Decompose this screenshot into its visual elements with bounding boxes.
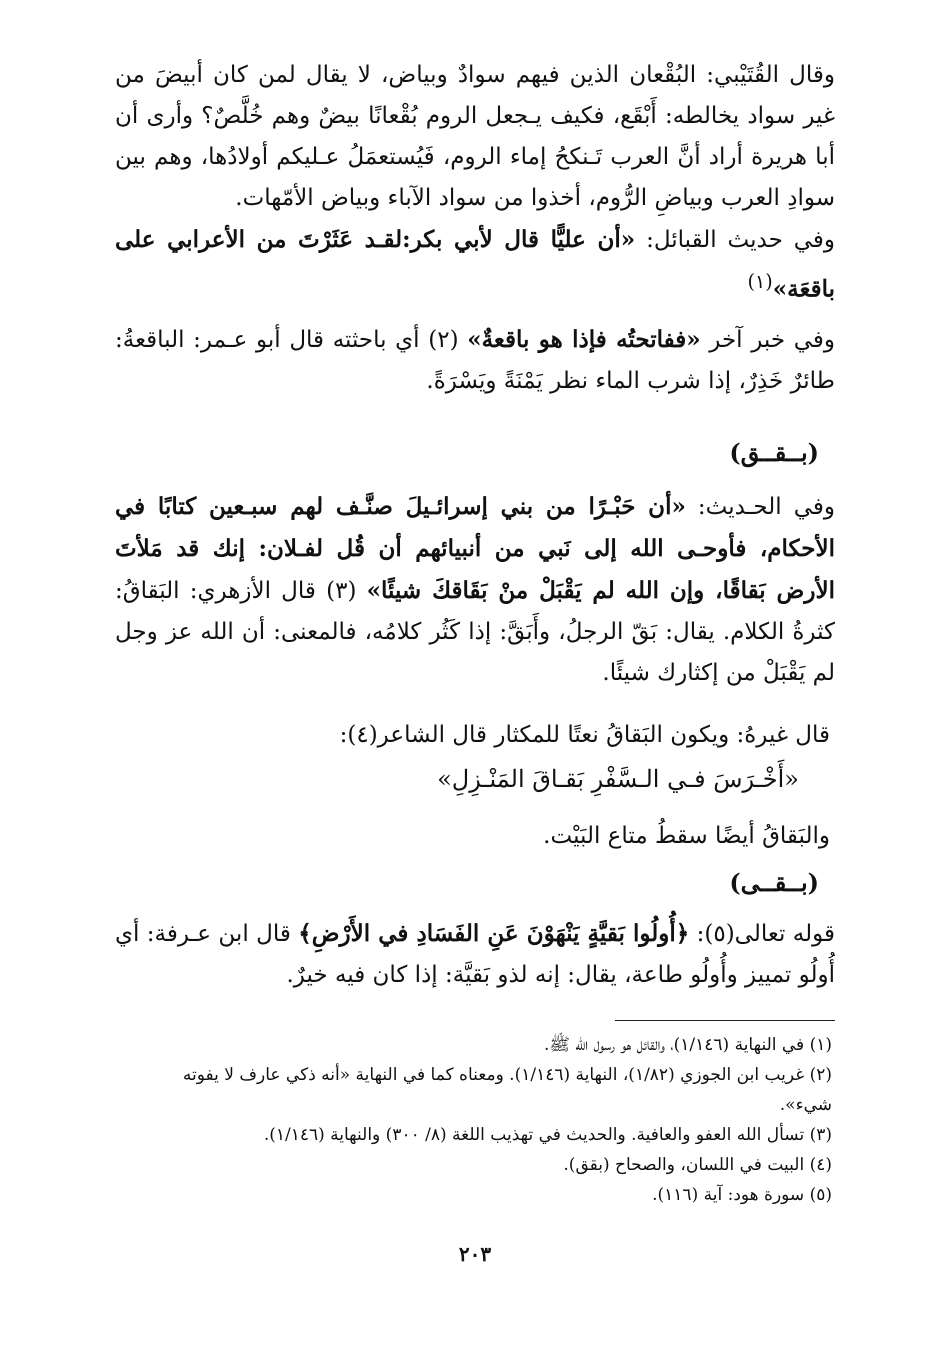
main-text-block-2 xyxy=(115,486,835,694)
paragraph-hadith-habr xyxy=(115,486,835,694)
hadith-habr-intro: وفي الحـديث: xyxy=(685,494,835,520)
paragraph-qabail xyxy=(115,219,835,311)
footnote-5: (٥) سورة هود: آية (١١٦). xyxy=(652,1185,832,1205)
poetry-verse: «أَخْـرَسَ فـي الـسَّفْرِ بَقـاقَ المَنْـزِلِ» xyxy=(437,765,799,793)
paragraph-saqt-mata: والبَقاقُ أيضًا سقطُ متاع البَيْت. xyxy=(543,823,830,849)
section-heading-baqq: (بــقــق) xyxy=(729,438,819,467)
qawluhu-rest: قال ابن عـرفة: أي أُولُو تمييز وأُولُو طاعة، يقال: إنه لذو بَقيَّة: إذا كان فيه خيرٌ. xyxy=(115,921,835,988)
footnotes xyxy=(140,1030,832,1210)
footnote-3: (٣) تسأل الله العفو والعافية. والحديث في تهذيب اللغة (٨/ ٣٠٠) والنهاية (١/١٤٦). xyxy=(263,1125,832,1145)
footnote-1: (١) في النهاية (١/١٤٦)، والقائل هو رسول الله ﷺ. xyxy=(544,1035,832,1055)
footnote-ref-1: (١) xyxy=(747,270,773,293)
paragraph-qutaybi: وقال القُتَيْبي: البُقْعان الذين فيهم سوادٌ وبياض، لا يقال لمن كان أبيضَ من غير سواد يخالطه: أَبْقَع، فكيف يـجعل الروم بُقْعانًا بيضٌ وهم خُلَّصٌ؟ وأرى أن أبا هريرة أراد أنَّ العرب تَـنكحُ إماء الروم، فَيُستعمَلُ عـليكم أولادُها، وهم بين سوادِ العرب وبياضِ الرُّوم، أخذوا من سواد الآباء وبياض الأمّهات. xyxy=(115,62,835,211)
paragraph-qawluhu xyxy=(115,913,835,996)
paragraph-ghayruh: قال غيرهُ: ويكون البَقاقُ نعتًا للمكثار قال الشاعر(٤): xyxy=(339,722,830,748)
paragraph-qabail-intro: وفي حديث القبائل: xyxy=(635,227,836,253)
hadith-quote-baqia: «ففاتحتُه فإذا هو باقعةٌ» xyxy=(467,325,701,353)
paragraph-khabar-akhar xyxy=(115,319,835,402)
quran-verse-quote: ﴿أُولُوا بَقيَّةٍ يَنْهَوْنَ عَنِ الفَسَادِ في الأَرْضِ﴾ xyxy=(298,920,690,947)
paragraph-khabar-intro: وفي خبر آخر xyxy=(700,326,835,353)
hadith-quote-habr: «أن حَبْـرًا من بني إسرائـيلَ صنَّـف لهم سبـعين كتابًا في الأحكام، فأوحـى الله إلى نَبي من أنبيائهم أن قُل لفـلان: إنك قد مَلأتَ الأرض بَقاقًا، وإن الله لم يَقْبَلْ منْ بَقَاقكَ شيئًا» xyxy=(115,493,835,604)
qawluhu-intro: قوله تعالى(٥): xyxy=(689,921,835,947)
main-text-block-5 xyxy=(115,913,835,996)
main-text-block-3 xyxy=(180,715,830,756)
hadith-quote-qabail: «أن عليًّا قال لأبي بكر:لقـد عَثَرْتَ من الأعرابي على باقعَة» xyxy=(115,226,835,303)
section-heading-baqa: (بــقــى) xyxy=(729,868,819,897)
main-text-block-1 xyxy=(115,55,835,402)
main-text-block-4 xyxy=(300,816,830,857)
page-number: ٢٠٣ xyxy=(458,1242,492,1266)
footnote-separator xyxy=(615,1020,835,1021)
footnote-2: (٢) غريب ابن الجوزي (١/٨٢)، النهاية (١/١٤٦). ومعناه كما في النهاية «أنه ذكي عارف لا يفوته شيء». xyxy=(182,1065,832,1115)
paragraph-khabar-rest: (٢) أي باحثته قال أبو عـمر: الباقعةُ: طائرٌ خَذِرٌ، إذا شرب الماء نظر يَمْنَةً ويَسْرَةً. xyxy=(115,326,835,394)
footnote-4: (٤) البيت في اللسان، والصحاح (بقق). xyxy=(563,1155,832,1175)
hadith-habr-rest: (٣) قال الأزهري: البَقاقُ: كثرةُ الكلام. يقال: بَقّ الرجلُ، وأَبَقَّ: إذا كَثُر كلامُه، فالمعنى: أن الله عز وجل لم يَقْبَلْ من إكثارك شيئًا. xyxy=(115,578,835,686)
